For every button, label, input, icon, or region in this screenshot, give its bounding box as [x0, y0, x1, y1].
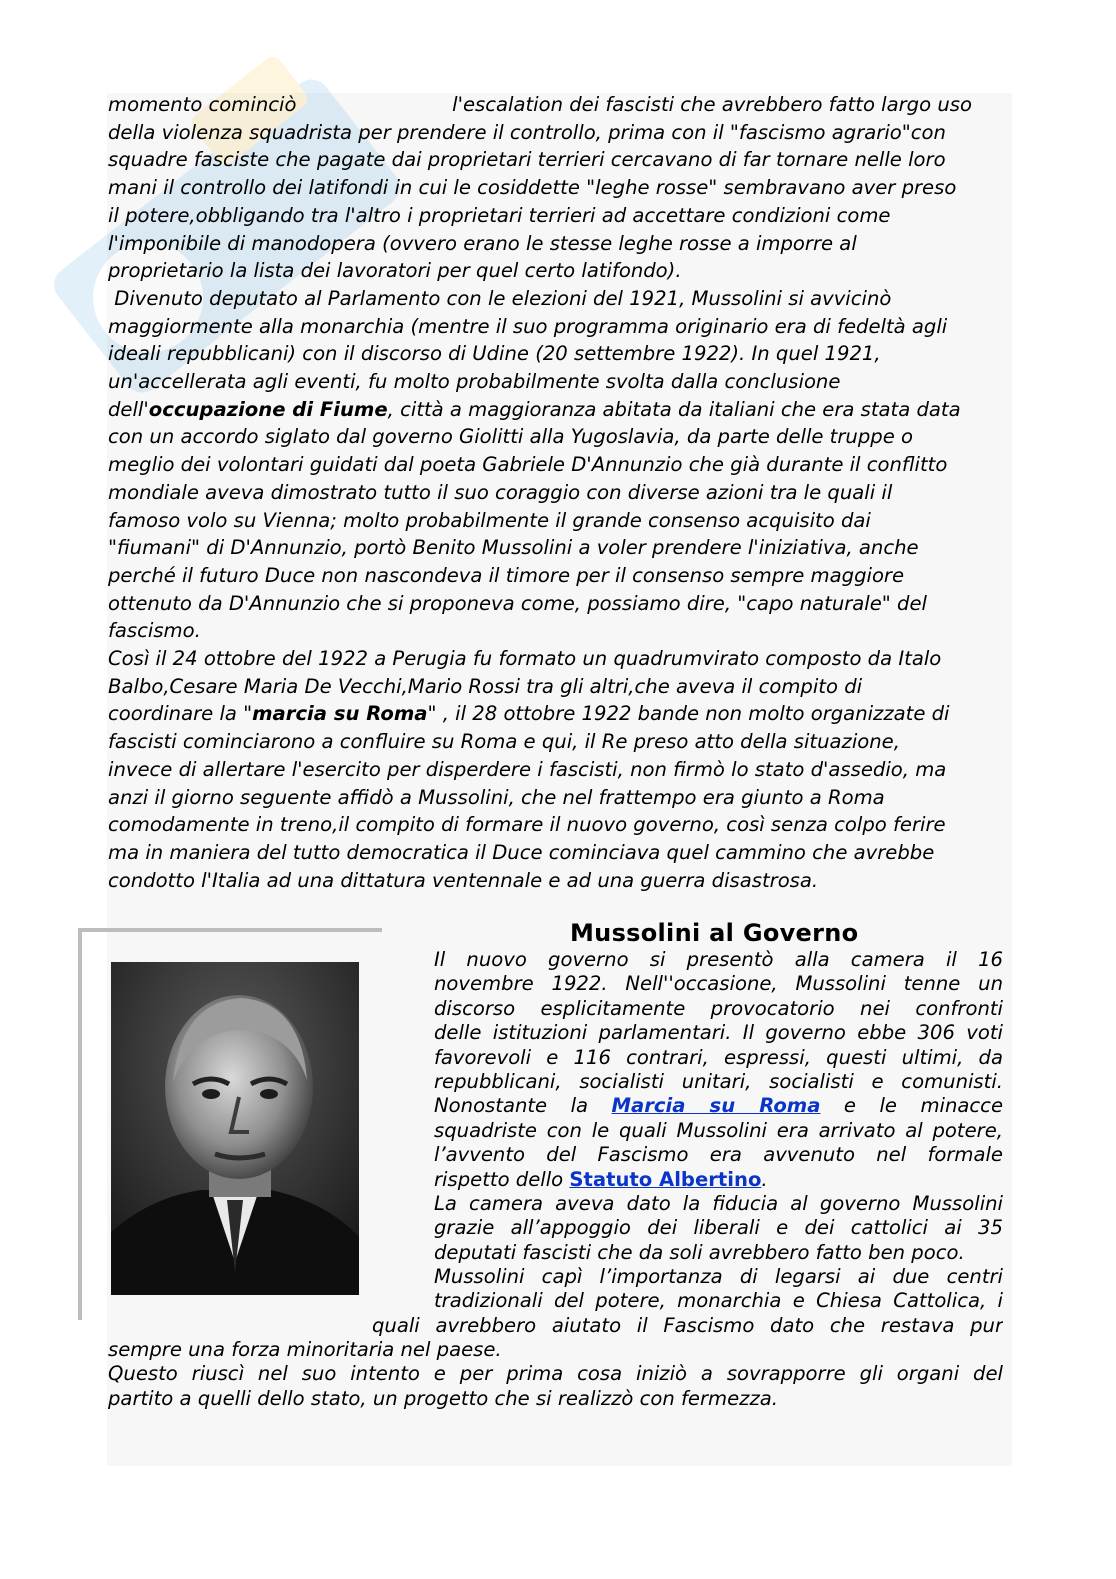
text-span: e le minacce: [820, 1094, 1003, 1118]
text-span: perché il futuro Duce non nascondeva il timore per il consenso sempre maggiore: [108, 563, 905, 587]
text-span: invece di allertare l'esercito per disperdere i fascisti, non firmò lo stato d'assedio, ma: [108, 757, 947, 781]
text-span: condotto l'Italia ad una dittatura ventennale e ad una guerra disastrosa.: [108, 868, 819, 892]
text-line: [108, 174, 1013, 202]
image-frame-top: [78, 928, 382, 932]
text-span: rispetto dello: [434, 1167, 570, 1191]
text-line: [434, 948, 1003, 972]
text-line: [108, 257, 1013, 285]
text-line: [108, 91, 1013, 119]
text-line: [108, 1338, 1003, 1362]
text-line: [108, 423, 1013, 451]
text-line: [108, 811, 1013, 839]
text-line: [434, 1265, 1003, 1289]
text-span: tradizionali del potere, monarchia e Chiesa Cattolica, i: [434, 1289, 1003, 1313]
section-body-right: [434, 948, 1003, 1314]
text-line: [108, 340, 1013, 368]
text-line: [372, 1314, 1003, 1338]
text-span: mondiale aveva dimostrato tutto il suo coraggio con diverse azioni tra le quali il: [108, 480, 893, 504]
text-span: Divenuto deputato al Parlamento con le elezioni del 1921, Mussolini si avvicinò: [108, 286, 892, 310]
inline-link[interactable]: Marcia su Roma: [611, 1094, 821, 1118]
text-line: [108, 590, 1013, 618]
text-span: quali avrebbero aiutato il Fascismo dato che restava pur: [372, 1314, 1003, 1337]
text-line: [108, 146, 1013, 174]
text-line: [108, 396, 1013, 424]
main-paragraph: [108, 91, 1013, 894]
text-span: coordinare la ": [108, 702, 253, 726]
text-line: [108, 784, 1013, 812]
bold-text: occupazione di Fiume: [148, 397, 388, 421]
text-line: [434, 1094, 1003, 1118]
text-line: [434, 1070, 1003, 1094]
text-line: [108, 285, 1013, 313]
text-line: [108, 451, 1013, 479]
text-span: l'imponibile di manodopera (ovvero erano le stesse leghe rosse a imporre al: [108, 231, 857, 255]
text-span: un'accellerata agli eventi, fu molto probabilmente svolta dalla conclusione: [108, 370, 841, 394]
text-span: favorevoli e 116 contrari, espressi, questi ultimi, da: [434, 1045, 1003, 1069]
text-span: novembre 1922. Nell''occasione, Mussolini tenne un: [434, 972, 1003, 996]
text-span: Nonostante la: [434, 1094, 612, 1118]
text-line: [108, 617, 1013, 645]
text-line: [108, 313, 1013, 341]
text-span: La camera aveva dato la fiducia al governo Mussolini: [434, 1191, 1003, 1215]
text-line: [108, 700, 1013, 728]
text-span: con un accordo siglato dal governo Giolitti alla Yugoslavia, da parte delle truppe o: [108, 425, 913, 449]
text-span: l’avvento del Fascismo era avvenuto nel formale: [434, 1143, 1003, 1167]
text-line: [108, 368, 1013, 396]
text-line: [108, 202, 1013, 230]
text-span: famoso volo su Vienna; molto probabilmente il grande consenso acquisito dai: [108, 508, 871, 532]
text-line: [108, 562, 1013, 590]
text-span: Questo riuscì nel suo intento e per prima cosa iniziò a sovrapporre gli organi del: [108, 1362, 1003, 1386]
text-span: discorso esplicitamente provocatorio nei confronti: [434, 996, 1003, 1020]
text-span: " , il 28 ottobre 1922 bande non molto organizzate di: [427, 702, 950, 726]
text-span: mani il controllo dei latifondi in cui le cosiddette "leghe rosse" sembravano aver preso: [108, 176, 957, 200]
text-span: , città a maggioranza abitata da italiani che era stata data: [387, 397, 961, 421]
text-span: fascisti cominciarono a confluire su Roma e qui, il Re preso atto della situazione,: [108, 730, 900, 754]
text-line: [108, 1387, 1003, 1411]
text-line: [108, 119, 1013, 147]
text-line: [434, 1241, 1003, 1265]
text-span: il potere,obbligando tra l'altro i proprietari terrieri ad accettare condizioni come: [108, 203, 891, 227]
text-line: [108, 673, 1013, 701]
text-span: ottenuto da D'Annunzio che si proponeva come, possiamo dire, "capo naturale" del: [108, 591, 927, 615]
text-span: repubblicani, socialisti unitari, socialisti e comunisti.: [434, 1069, 1003, 1093]
text-line: [434, 1168, 1003, 1192]
image-frame-left: [78, 928, 82, 1320]
text-span: delle istituzioni parlamentari. Il governo ebbe 306 voti: [434, 1021, 1003, 1045]
portrait-photo: [111, 962, 359, 1295]
text-line: [434, 1289, 1003, 1313]
text-line: [108, 756, 1013, 784]
text-span: .: [761, 1167, 768, 1191]
text-line: [108, 728, 1013, 756]
text-span: dell': [108, 397, 149, 421]
text-span: fascismo.: [108, 619, 201, 643]
text-line: [434, 1119, 1003, 1143]
text-span: Balbo,Cesare Maria De Vecchi,Mario Rossi tra gli altri,che aveva il compito di: [108, 674, 863, 698]
text-line: [434, 1046, 1003, 1070]
text-span: Mussolini capì l’importanza di legarsi ai due centri: [434, 1265, 1003, 1289]
text-line: [434, 1021, 1003, 1045]
text-line: [434, 997, 1003, 1021]
text-span: maggiormente alla monarchia (mentre il suo programma originario era di fedeltà agli: [108, 314, 948, 338]
text-span: deputati fascisti che da soli avrebbero fatto ben poco.: [434, 1240, 965, 1264]
text-span: della violenza squadrista per prendere il controllo, prima con il "fascismo agrario"con: [108, 120, 946, 144]
inline-link[interactable]: Statuto Albertino: [569, 1167, 762, 1191]
text-line: [108, 1362, 1003, 1386]
text-span: meglio dei volontari guidati dal poeta Gabriele D'Annunzio che già durante il conflitto: [108, 453, 948, 477]
text-span: sempre una forza minoritaria nel paese.: [108, 1338, 502, 1361]
text-line: [108, 839, 1013, 867]
section-body-mid: [372, 1314, 1003, 1338]
text-span: momento cominciò l'escalation dei fascisti che avrebbero fatto largo uso: [108, 93, 972, 116]
text-span: ideali repubblicani) con il discorso di Udine (20 settembre 1922). In quel 1921,: [108, 342, 881, 366]
text-line: [108, 534, 1013, 562]
text-line: [434, 972, 1003, 996]
text-span: comodamente in treno,il compito di formare il nuovo governo, così senza colpo ferire: [108, 813, 946, 837]
text-line: [434, 1192, 1003, 1216]
text-line: [434, 1216, 1003, 1240]
text-line: [108, 507, 1013, 535]
text-span: squadre fasciste che pagate dai proprietari terrieri cercavano di far tornare nelle loro: [108, 148, 946, 172]
text-line: [108, 645, 1013, 673]
text-span: ma in maniera del tutto democratica il Duce cominciava quel cammino che avrebbe: [108, 840, 935, 864]
text-span: squadriste con le quali Mussolini era arrivato al potere,: [434, 1118, 1003, 1142]
text-span: grazie all’appoggio dei liberali e dei cattolici ai 35: [434, 1216, 1003, 1240]
bold-text: marcia su Roma: [252, 702, 428, 726]
text-span: anzi il giorno seguente affidò a Mussolini, che nel frattempo era giunto a Roma: [108, 785, 885, 809]
text-line: [434, 1143, 1003, 1167]
text-span: "fiumani" di D'Annunzio, portò Benito Mussolini a voler prendere l'iniziativa, anche: [108, 536, 919, 560]
text-span: proprietario la lista dei lavoratori per quel certo latifondo).: [108, 259, 682, 283]
text-span: Così il 24 ottobre del 1922 a Perugia fu formato un quadrumvirato composto da Italo: [108, 647, 942, 671]
text-line: [108, 479, 1013, 507]
text-span: partito a quelli dello stato, un progetto che si realizzò con fermezza.: [108, 1386, 778, 1410]
section-body-full: [108, 1338, 1003, 1411]
text-span: Il nuovo governo si presentò alla camera il 16: [434, 948, 1003, 971]
section-heading: Mussolini al Governo: [570, 919, 859, 947]
text-line: [108, 867, 1013, 895]
text-line: [108, 230, 1013, 258]
